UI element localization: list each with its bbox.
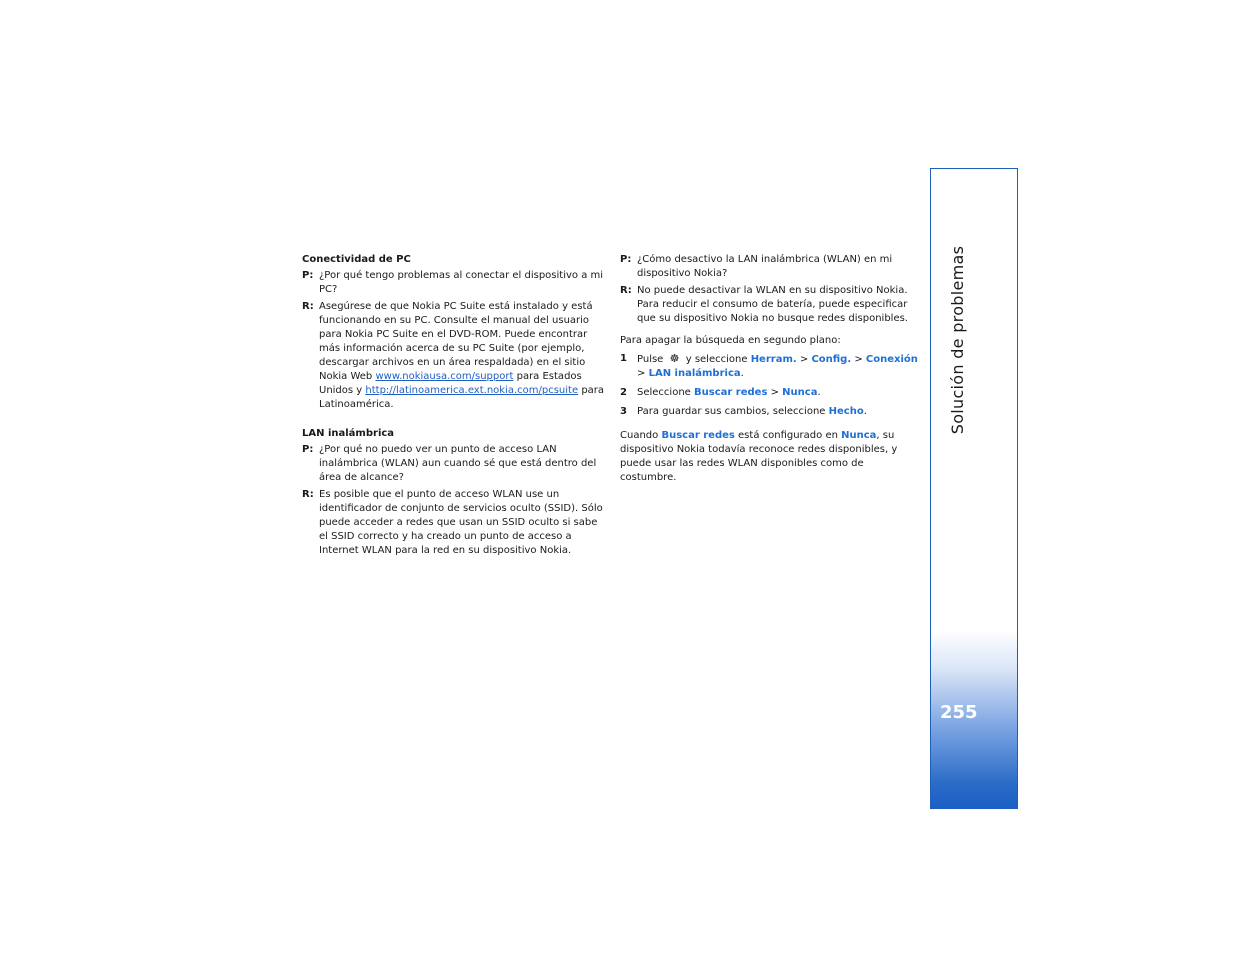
separator: > [637, 368, 646, 379]
note-text: , su dispositivo Nokia todavía reconoce redes disponibles, y puede usar las redes WLAN disponibles como de costumbre. [620, 430, 898, 483]
latinoamerica-pcsuite-link[interactable]: http://latinoamerica.ext.nokia.com/pcsuite [365, 385, 579, 396]
answer-pc-connection [302, 300, 607, 412]
option-buscar-redes: Buscar redes [694, 387, 768, 398]
question-tag: P: [620, 254, 632, 265]
note-text: está configurado en [738, 430, 838, 441]
option-nunca: Nunca [841, 430, 877, 441]
right-column [620, 253, 920, 489]
question-tag: P: [302, 270, 314, 281]
step-2: 2 Seleccione Buscar redes > Nunca. [620, 387, 821, 398]
instructions-intro: Para apagar la búsqueda en segundo plano: [620, 335, 841, 346]
question-tag: P: [302, 444, 314, 455]
note-text: Cuando [620, 430, 659, 441]
answer-wlan-visibility [302, 488, 607, 558]
menu-item-conexion: Conexión [865, 354, 918, 365]
page-number: 255 [940, 702, 978, 723]
step-1: 1 Pulse ☸ y seleccione Herram. > Config. > Conexión > LAN inalámbrica. [620, 352, 918, 379]
answer-tag: R: [302, 301, 314, 312]
question-text: ¿Por qué tengo problemas al conectar el dispositivo a mi PC? [319, 270, 604, 295]
step-number: 2 [620, 387, 627, 398]
separator: > [799, 354, 809, 365]
chapter-title: Solución de problemas [948, 245, 967, 435]
answer-text: para Latinoamérica. [319, 385, 605, 410]
question-text: ¿Por qué no puedo ver un punto de acceso LAN inalámbrica (WLAN) aun cuando sé que está dentro del área de alcance? [319, 444, 597, 483]
answer-wlan-disable [620, 284, 920, 326]
section-heading-wlan: LAN inalámbrica [302, 428, 395, 439]
section-heading-pc-connectivity: Conectividad de PC [302, 254, 411, 265]
option-nunca: Nunca [782, 387, 818, 398]
question-wlan-disable [620, 253, 920, 281]
answer-text: Asegúrese de que Nokia PC Suite está instalado y está funcionando en su PC. Consulte el manual del usuario para Nokia PC Suite en el DVD-ROM. Puede encontrar más información acerca de su PC Suite (por ejemplo, descargar archivos en un área respaldada) en el sitio Nokia Web [319, 301, 593, 382]
step-text: y seleccione [685, 354, 748, 365]
option-buscar-redes: Buscar redes [661, 430, 735, 441]
step-text: Para guardar sus cambios, seleccione [637, 406, 826, 417]
answer-text: para Estados Unidos y [319, 371, 582, 396]
answer-text: No puede desactivar la WLAN en su dispositivo Nokia. Para reducir el consumo de batería, puede especificar que su dispositivo Nokia no busque redes disponibles. [637, 285, 908, 324]
menu-item-config: Config. [811, 354, 852, 365]
step-number: 1 [620, 353, 627, 364]
step-3: 3 Para guardar sus cambios, seleccione Hecho. [620, 406, 867, 417]
question-wlan-visibility [302, 443, 607, 485]
step-text: Pulse [637, 354, 664, 365]
answer-tag: R: [620, 285, 632, 296]
step-text: Seleccione [637, 387, 691, 398]
separator: > [770, 387, 779, 398]
option-hecho: Hecho [828, 406, 864, 417]
question-text: ¿Cómo desactivo la LAN inalámbrica (WLAN) en mi dispositivo Nokia? [637, 254, 893, 279]
menu-item-herram: Herram. [750, 354, 797, 365]
left-column [302, 253, 607, 561]
step-number: 3 [620, 406, 627, 417]
nokiausa-support-link[interactable]: www.nokiausa.com/support [375, 371, 514, 382]
answer-text: Es posible que el punto de acceso WLAN use un identificador de conjunto de servicios oculto (SSID). Sólo puede acceder a redes que usan un SSID oculto si sabe el SSID correcto y ha creado un punto de acceso a Internet WLAN para la red en su dispositivo Nokia. [319, 489, 603, 556]
separator: > [854, 354, 863, 365]
answer-tag: R: [302, 489, 314, 500]
question-pc-connection [302, 269, 607, 297]
menu-key-icon: ☸ [669, 352, 680, 365]
menu-item-lan-inalambrica: LAN inalámbrica [648, 368, 741, 379]
note-paragraph [620, 429, 920, 485]
